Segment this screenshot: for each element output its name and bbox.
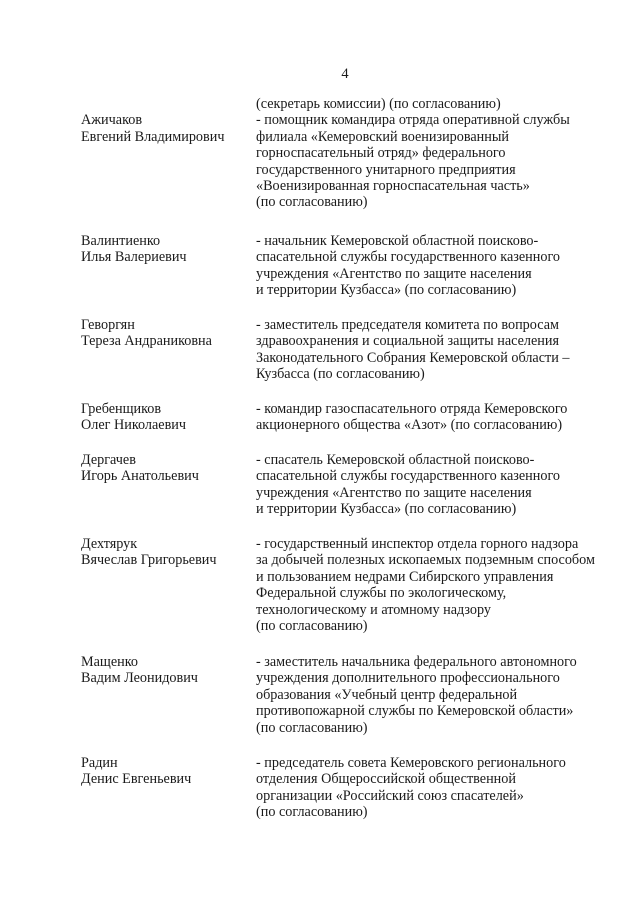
role-line: и пользованием недрами Сибирского управления bbox=[256, 568, 554, 585]
member-role bbox=[256, 401, 636, 434]
role-line: за добычей полезных ископаемых подземным способом bbox=[256, 552, 595, 569]
member-surname: Радин bbox=[81, 755, 118, 771]
role-line: - заместитель председателя комитета по вопросам bbox=[256, 317, 559, 333]
member-name bbox=[81, 536, 251, 569]
member-given-name: Вячеслав Григорьевич bbox=[81, 552, 217, 569]
role-line: учреждения дополнительного профессионального bbox=[256, 670, 560, 687]
member-given-name: Олег Николаевич bbox=[81, 417, 187, 434]
member-role bbox=[256, 452, 636, 518]
member-role bbox=[256, 755, 636, 821]
member-surname: Дергачев bbox=[81, 452, 136, 468]
role-line: Федеральной службы по экологическому, bbox=[256, 585, 507, 602]
role-line: - начальник Кемеровской областной поисково- bbox=[256, 233, 539, 249]
page-number: 4 bbox=[341, 66, 349, 82]
member-given-name: Денис Евгеньевич bbox=[81, 771, 192, 788]
member-surname: Ажичаков bbox=[81, 112, 143, 129]
role-line: образования «Учебный центр федеральной bbox=[256, 686, 518, 703]
member-name bbox=[81, 654, 251, 687]
member-surname: Геворгян bbox=[81, 317, 135, 333]
role-line: учреждения «Агентство по защите населения bbox=[256, 265, 532, 282]
role-line: государственного унитарного предприятия bbox=[256, 161, 516, 178]
role-line: - спасатель Кемеровской областной поисково- bbox=[256, 452, 535, 468]
member-given-name: Евгений Владимирович bbox=[81, 128, 225, 145]
member-name bbox=[81, 452, 251, 485]
member-role bbox=[256, 233, 636, 299]
member-name bbox=[81, 401, 251, 434]
member-role bbox=[256, 112, 636, 210]
role-line: (по согласованию) bbox=[256, 618, 368, 635]
role-line: учреждения «Агентство по защите населения bbox=[256, 484, 532, 501]
role-line: отделения Общероссийской общественной bbox=[256, 771, 516, 788]
role-line: (по согласованию) bbox=[256, 804, 368, 821]
role-line: - председатель совета Кемеровского регионального bbox=[256, 755, 566, 771]
role-line: - государственный инспектор отдела горного надзора bbox=[256, 536, 579, 552]
role-line: технологическому и атомному надзору bbox=[256, 601, 491, 618]
role-line: «Военизированная горноспасательная часть» bbox=[256, 178, 530, 195]
member-name bbox=[81, 233, 251, 266]
continuation-text: (секретарь комиссии) (по согласованию) bbox=[256, 96, 501, 112]
member-given-name: Вадим Леонидович bbox=[81, 670, 198, 687]
role-line: - заместитель начальника федерального автономного bbox=[256, 654, 577, 670]
member-given-name: Тереза Андраниковна bbox=[81, 333, 212, 350]
role-line: Законодательного Собрания Кемеровской области – bbox=[256, 349, 570, 366]
role-line: акционерного общества «Азот» (по согласованию) bbox=[256, 417, 563, 434]
role-line: - помощник командира отряда оперативной службы bbox=[256, 112, 570, 129]
member-role bbox=[256, 654, 636, 736]
role-line: и территории Кузбасса» (по согласованию) bbox=[256, 501, 517, 518]
role-line: (по согласованию) bbox=[256, 719, 368, 736]
member-surname: Мащенко bbox=[81, 654, 138, 670]
member-name bbox=[81, 112, 251, 145]
role-line: горноспасательный отряд» федерального bbox=[256, 145, 506, 162]
role-line: организации «Российский союз спасателей» bbox=[256, 787, 524, 804]
member-name bbox=[81, 755, 251, 788]
member-name bbox=[81, 317, 251, 350]
member-surname: Дехтярук bbox=[81, 536, 138, 552]
member-role bbox=[256, 317, 636, 383]
role-line: и территории Кузбасса» (по согласованию) bbox=[256, 282, 517, 299]
member-given-name: Игорь Анатольевич bbox=[81, 468, 199, 485]
role-line: здравоохранения и социальной защиты населения bbox=[256, 333, 559, 350]
member-given-name: Илья Валериевич bbox=[81, 249, 187, 266]
role-line: - командир газоспасательного отряда Кемеровского bbox=[256, 401, 568, 417]
role-line: (по согласованию) bbox=[256, 194, 368, 211]
role-line: спасательной службы государственного казенного bbox=[256, 468, 560, 485]
member-surname: Валинтиенко bbox=[81, 233, 161, 249]
role-line: филиала «Кемеровский военизированный bbox=[256, 128, 509, 145]
member-role bbox=[256, 536, 636, 634]
member-surname: Гребенщиков bbox=[81, 401, 162, 417]
continuation-line bbox=[256, 96, 636, 112]
role-line: противопожарной службы по Кемеровской области» bbox=[256, 703, 574, 720]
role-line: Кузбасса (по согласованию) bbox=[256, 366, 425, 383]
role-line: спасательной службы государственного казенного bbox=[256, 249, 560, 266]
